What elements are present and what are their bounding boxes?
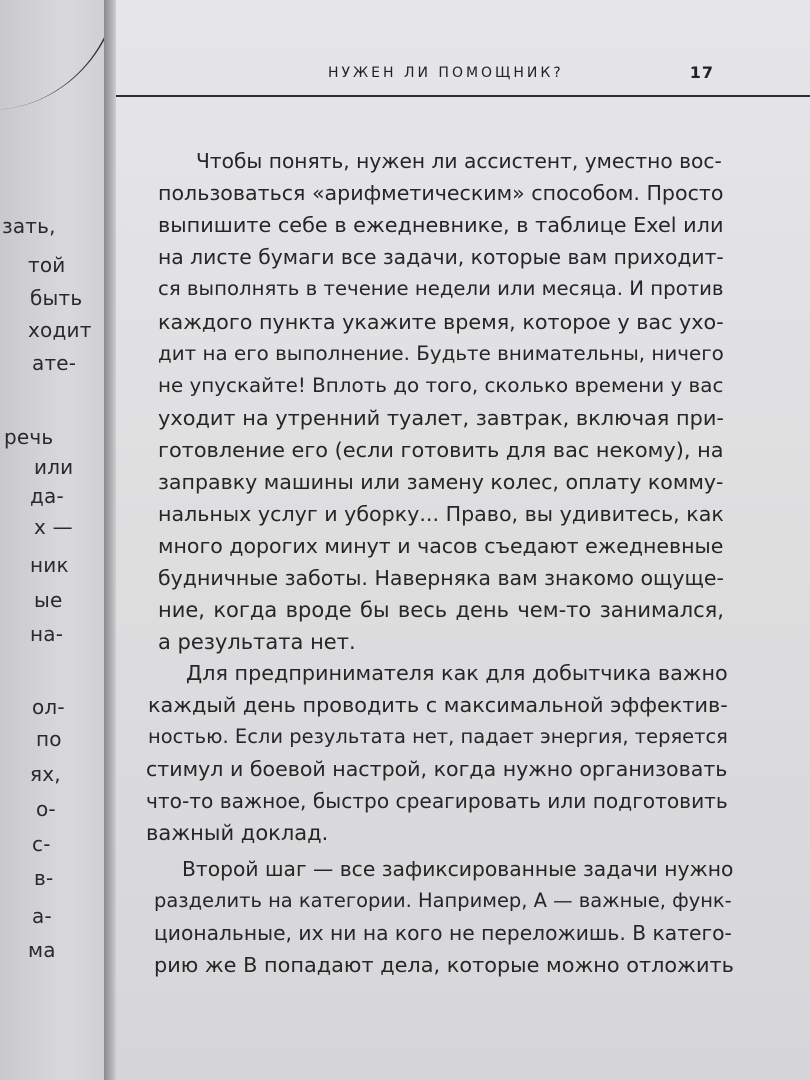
text-line: дит на его выполнение. Будьте внимательны, ничего	[158, 342, 724, 365]
text-line: уходит на утренний туалет, завтрак, включая при-	[158, 406, 724, 430]
text-line: пользоваться «арифметическим» способом. Просто	[158, 181, 724, 205]
left-page-fragment: да-	[30, 484, 64, 508]
left-page-fragment: с-	[32, 832, 51, 856]
left-page-fragment: по	[36, 727, 62, 751]
text-line: готовление его (если готовить для вас некому), на	[158, 438, 724, 462]
text-line: ся выполнять в течение недели или месяца. И против	[158, 277, 724, 300]
left-page-fragment: речь	[4, 425, 54, 449]
text-line: будничные заботы. Наверняка вам знакомо ощуще-	[158, 566, 724, 590]
left-page-fragment: зать,	[2, 214, 56, 238]
left-page-fragment: ол-	[32, 695, 65, 719]
text-line: циональные, их ни на кого не переложишь. В катего-	[154, 921, 732, 945]
text-line: Для предпринимателя как для добытчика важно	[186, 661, 728, 685]
left-page-fragment: а-	[32, 904, 52, 928]
text-line: стимул и боевой настрой, когда нужно организовать	[146, 757, 728, 781]
left-page-fragment: ма	[28, 938, 56, 962]
text-line: выпишите себе в ежедневнике, в таблице Exel или	[158, 213, 724, 237]
text-line: на листе бумаги все задачи, которые вам приходит-	[158, 245, 724, 269]
text-line: разделить на категории. Например, А — важные, функ-	[154, 889, 732, 912]
left-page	[0, 0, 110, 1080]
text-line: ние, когда вроде бы весь день чем-то занимался,	[158, 598, 724, 622]
page-number: 17	[689, 63, 714, 82]
left-page-fragment: ые	[34, 588, 63, 612]
text-line: важный доклад.	[146, 821, 329, 845]
text-line: Чтобы понять, нужен ли ассистент, уместно вос-	[196, 149, 722, 173]
left-page-fragment: х —	[34, 515, 73, 539]
text-line: рию же В попадают дела, которые можно отложить	[154, 953, 734, 977]
left-page-fragment: или	[34, 455, 74, 479]
text-line: заправку машины или замену колес, оплату комму-	[158, 470, 724, 494]
text-line: ностью. Если результата нет, падает энергия, теряется	[148, 725, 728, 748]
left-page-fragment: быть	[30, 286, 83, 310]
text-line: каждый день проводить с максимальной эффектив-	[148, 693, 728, 717]
left-page-fragment: ате-	[32, 351, 77, 375]
header-rule	[116, 95, 810, 97]
page-curve-line	[0, 0, 110, 110]
text-line: нальных услуг и уборку... Право, вы удивитесь, как	[158, 502, 724, 526]
left-page-fragment: на-	[30, 622, 64, 646]
left-page-fragment: ходит	[28, 318, 92, 342]
left-page-fragment: в-	[34, 866, 54, 890]
text-line: не упускайте! Вплоть до того, сколько времени у вас	[158, 374, 724, 397]
text-line: много дорогих минут и часов съедают ежедневные	[158, 534, 724, 558]
text-line: каждого пункта укажите время, которое у вас ухо-	[158, 310, 724, 334]
page-header	[210, 57, 714, 87]
left-page-fragment: ях,	[30, 762, 61, 786]
text-line: Второй шаг — все зафиксированные задачи нужно	[182, 857, 734, 881]
left-page-fragment: о-	[36, 797, 56, 821]
text-line: а результата нет.	[158, 630, 356, 654]
text-line: что-то важное, быстро среагировать или подготовить	[146, 789, 728, 813]
running-head: НУЖЕН ЛИ ПОМОЩНИК?	[328, 65, 564, 81]
left-page-fragment: ник	[30, 553, 69, 577]
left-page-fragment: той	[28, 253, 66, 277]
